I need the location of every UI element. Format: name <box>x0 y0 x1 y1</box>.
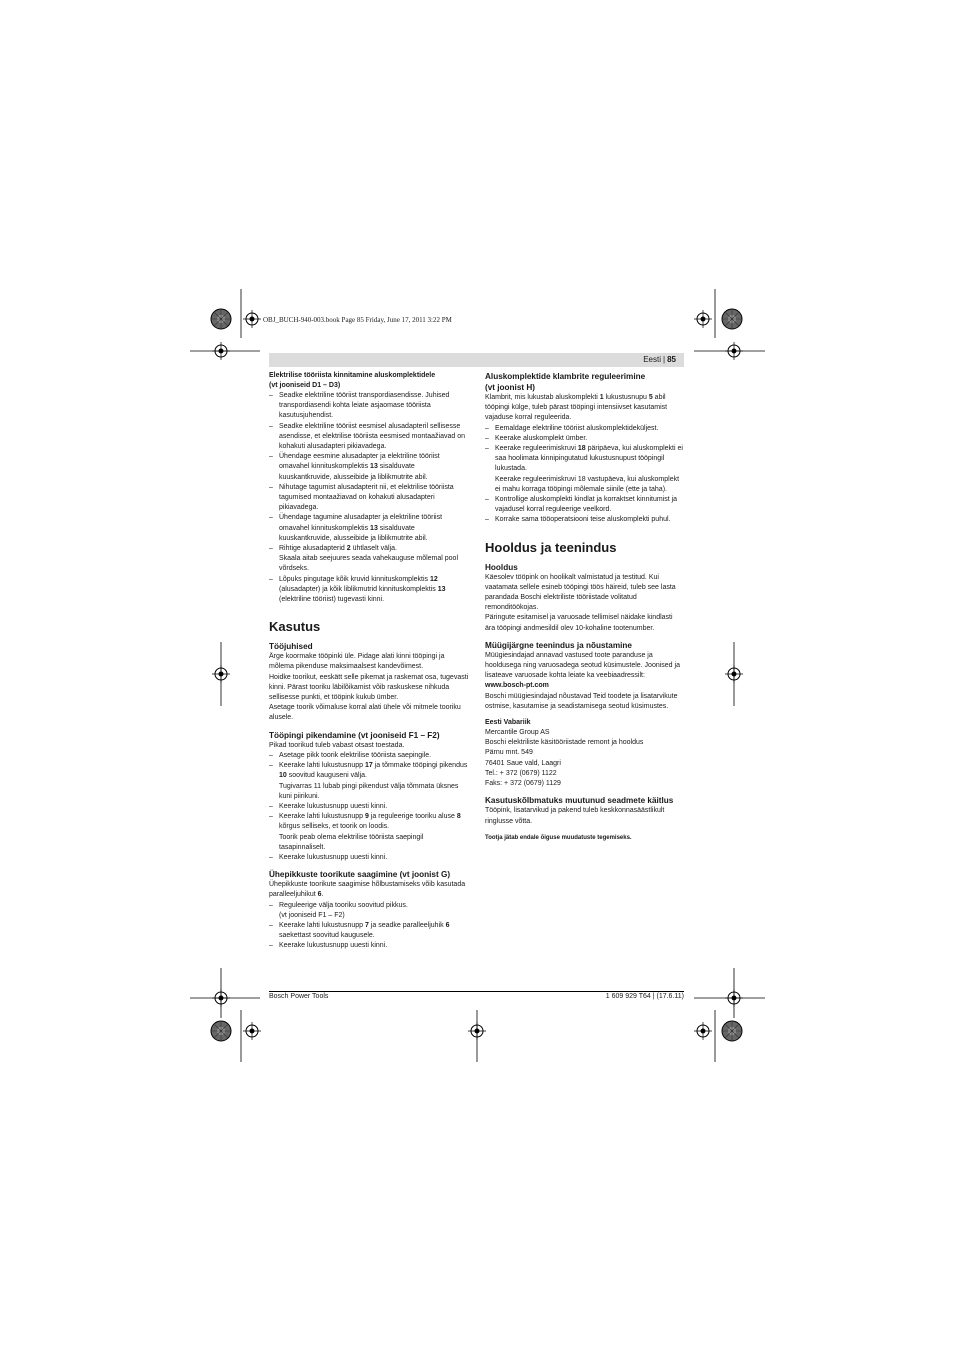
paragraph: Päringute esitamisel ja varuosade tellimisel näidake kindlasti ära tööpingi andmesildil olev 10-kohaline tootenumber. <box>485 614 673 632</box>
list-item: – Keerake lukustusnupp uuesti kinni. <box>269 802 469 812</box>
list-item: – Asetage pikk toorik elektrilise tööriista saepingile. <box>269 751 469 761</box>
address-line: Boschi elektriliste käsitööriistade remont ja hooldus <box>485 739 644 747</box>
right-column <box>485 371 684 843</box>
list-item: – Keerake lahti lukustusnupp 7 ja seadke paralleeljuhik 6 saekettast soovitud kaugusele. <box>269 921 469 941</box>
paragraph: Ühepikkuste toorikute saagimise hõlbustamiseks võib kasutada paralleeljuhikut 6. <box>269 881 466 899</box>
heading-kasutus: Kasutus <box>269 619 321 635</box>
section-title: Müügijärgne teenindus ja nõustamine <box>485 640 632 650</box>
address-line: Faks: + 372 (0679) 1129 <box>485 780 561 788</box>
address-block <box>485 728 684 789</box>
footer-doc-number: 1 609 929 T64 | (17.6.11) <box>605 993 684 1000</box>
address-line: 76401 Saue vald, Laagri <box>485 759 561 767</box>
section-title: Kasutuskõlbmatuks muutunud seadmete käitlus <box>485 796 674 806</box>
paragraph: Käesolev tööpink on hoolikalt valmistatud ja testitud. Kui vaatamata sellele esineb tööpingi töös häireid, tuleb see lasta parandada Boschi elektriliste tööriistade volitatud remonditöökojas. <box>485 573 676 612</box>
page-header-bar: Eesti | 85 <box>269 353 684 367</box>
list-item: – Keerake lahti lukustusnupp 9 ja reguleerige tooriku aluse 8 kõrgus selliseks, et toorik on loodis. Toorik peab olema elektrilise tööriista saepingil tasapinnaliselt. <box>269 812 469 853</box>
paragraph: Pikad toorikud tuleb vabast otsast toestada. <box>269 741 405 749</box>
left-column <box>269 371 469 952</box>
list-item-note: (vt jooniseid F1 – F2) <box>279 911 345 919</box>
section-title: Hooldus <box>485 562 518 572</box>
list-item: – Keerake reguleerimiskruvi 18 päripäeva, kui aluskomplekti ei saa hoolimata kinnipingutatud lukustusnupust tööpingil lukustada. Keerake reguleerimiskruvi 18 vastupäeva, kui aluskomplekt ei mahu korraga tööpingi mõlemale siinile (ette ja taha). <box>485 444 684 495</box>
section-title: Tööjuhised <box>269 642 313 652</box>
section-title: Aluskomplektide klambrite reguleerimine <box>485 372 646 381</box>
list-item: – Kontrollige aluskomplekti kindlat ja korraktset kinnitumist ja vajadusel korral reguleerige veelkord. <box>485 495 684 515</box>
section-title: Tööpingi pikendamine (vt jooniseid F1 – F2) <box>269 730 440 740</box>
list-item: – Reguleerige välja tooriku soovitud pikkus. (vt jooniseid F1 – F2) <box>269 901 469 921</box>
disclaimer: Tootja jätab endale õiguse muudatuste tegemiseks. <box>485 834 632 841</box>
header-language: Eesti <box>643 355 662 364</box>
footer-brand: Bosch Power Tools <box>269 993 329 1000</box>
footer-rule <box>269 991 684 992</box>
list-item: – Seadke elektriline tööriist transpordiasendisse. Juhised transpordiasendi kohta leiate asjaomase tööriista kasutusjuhendist. <box>269 391 469 422</box>
list-item: – Rihtige alusadapterid 2 ühtlaselt välja. Skaala aitab seejuures seada vahekauguse mõlemal pool võrdseks. <box>269 544 469 575</box>
paragraph: Hoidke toorikut, eeskätt selle pikemat ja raskemat osa, tugevasti kinni. Pärast tooriku läbilõikamist võib raskuskese nihkuda sellisesse punkti, et tööpink kukub ümber. <box>269 673 469 702</box>
list <box>269 751 469 863</box>
list-item-note: Tugivarras 11 lubab pingi pikendust välja tõmmata üksnes kuni piirikuni. <box>279 782 459 800</box>
address-line: Mercantile Group AS <box>485 729 550 737</box>
list <box>269 901 469 952</box>
list-item-note: Skaala aitab seejuures seada vahekauguse mõlemal pool võrdseks. <box>279 555 459 573</box>
paragraph: Ärge koormake tööpinki üle. Pidage alati kinni tööpingi ja mõlema pikenduse maksimaalsest kandevõimest. <box>269 653 445 671</box>
paragraph: Müügiesindajad annavad vastused toote paranduse ja hooldusega ning varuosadega seotud küsimustele. Joonised ja lisateave varuosade kohta leiate ka veebiaadressilt: <box>485 651 680 680</box>
section-title: Ühepikkuste toorikute saagimine (vt joonist G) <box>269 870 451 880</box>
address-line: Pärnu mnt. 549 <box>485 749 533 757</box>
list-item: – Lõpuks pingutage kõik kruvid kinnituskomplektis 12 (alusadapter) ja kõik liblikmutrid kinnituskomplektis 13 (elektriline tööriist) tugevasti kinni. <box>269 575 469 606</box>
paragraph: Boschi müügiesindajad nõustavad Teid toodete ja lisatarvikute ostmise, kasutamise ja seadistamisega seotud küsimustes. <box>485 692 678 710</box>
list-item: – Eemaldage elektriline tööriist aluskomplektideküljest. <box>485 424 684 434</box>
list <box>485 424 684 526</box>
section-title: Elektrilise tööriista kinnitamine aluskomplektidele <box>269 372 436 379</box>
list-item: – Ühendage eesmine alusadapter ja elektriline tööriist omavahel kinnituskomplektis 13 sisalduvate kuuskantkruvide, alusseibide ja liblikmutrite abil. <box>269 452 469 483</box>
paragraph: Asetage toorik võimaluse korral alati ühele või mitmele tooriku alusele. <box>269 704 461 722</box>
list-item: – Keerake lukustusnupp uuesti kinni. <box>269 853 469 863</box>
list-item: – Keerake aluskomplekt ümber. <box>485 434 684 444</box>
address-line: Tel.: + 372 (0679) 1122 <box>485 769 557 777</box>
section-subtitle: (vt joonist H) <box>485 383 536 392</box>
list <box>269 391 469 605</box>
list-item: – Nihutage tagumist alusadapterit nii, et elektrilise tööriista tagumised montaažiavad on kohakuti alusadapteri pikiavadega. <box>269 483 469 514</box>
list-item-note: Toorik peab olema elektrilise tööriista saepingil tasapinnaliselt. <box>279 833 424 851</box>
section-title: Eesti Vabariik <box>485 719 531 727</box>
list-item-note: Keerake reguleerimiskruvi 18 vastupäeva, kui aluskomplekt ei mahu korraga tööpingi mõlemale siinile (ette ja taha). <box>495 475 680 493</box>
list-item: – Korrake sama tööoperatsiooni teise aluskomplekti puhul. <box>485 515 684 525</box>
list-item: – Keerake lahti lukustusnupp 17 ja tõmmake tööpingi pikendus 10 soovitud kauguseni välja. Tugivarras 11 lubab pingi pikendust välja tõmmata üksnes kuni piirikuni. <box>269 761 469 802</box>
paragraph: Klambrit, mis lukustab aluskomplekti 1 lukustusnupu 5 abil tööpingi külge, tuleb pärast tööpingi intensiivset kasutamist vajaduse korral reguleerida. <box>485 394 668 422</box>
heading-hooldus: Hooldus ja teenindus <box>485 539 617 555</box>
list-item: – Ühendage tagumine alusadapter ja elektriline tööriist omavahel kinnituskomplektis 13 sisalduvate kuuskantkruvide, alusseibide ja liblikmutrite abil. <box>269 513 469 544</box>
list-item: – Seadke elektriline tööriist eesmisel alusadapteril sellisesse asendisse, et elektrilise tööriista eesmised montaažiavad on kohakuti alusadapteri pikiavadega. <box>269 422 469 453</box>
page-number: 85 <box>667 355 676 364</box>
list-item: – Keerake lukustusnupp uuesti kinni. <box>269 941 469 951</box>
section-subtitle: (vt jooniseid D1 – D3) <box>269 382 341 389</box>
website-link[interactable]: www.bosch-pt.com <box>485 682 549 690</box>
paragraph: Tööpink, lisatarvikud ja pakend tuleb keskkonnasäästlikult ringlusse võtta. <box>485 807 665 825</box>
print-header: OBJ_BUCH-940-003.book Page 85 Friday, June 17, 2011 3:22 PM <box>263 316 452 324</box>
